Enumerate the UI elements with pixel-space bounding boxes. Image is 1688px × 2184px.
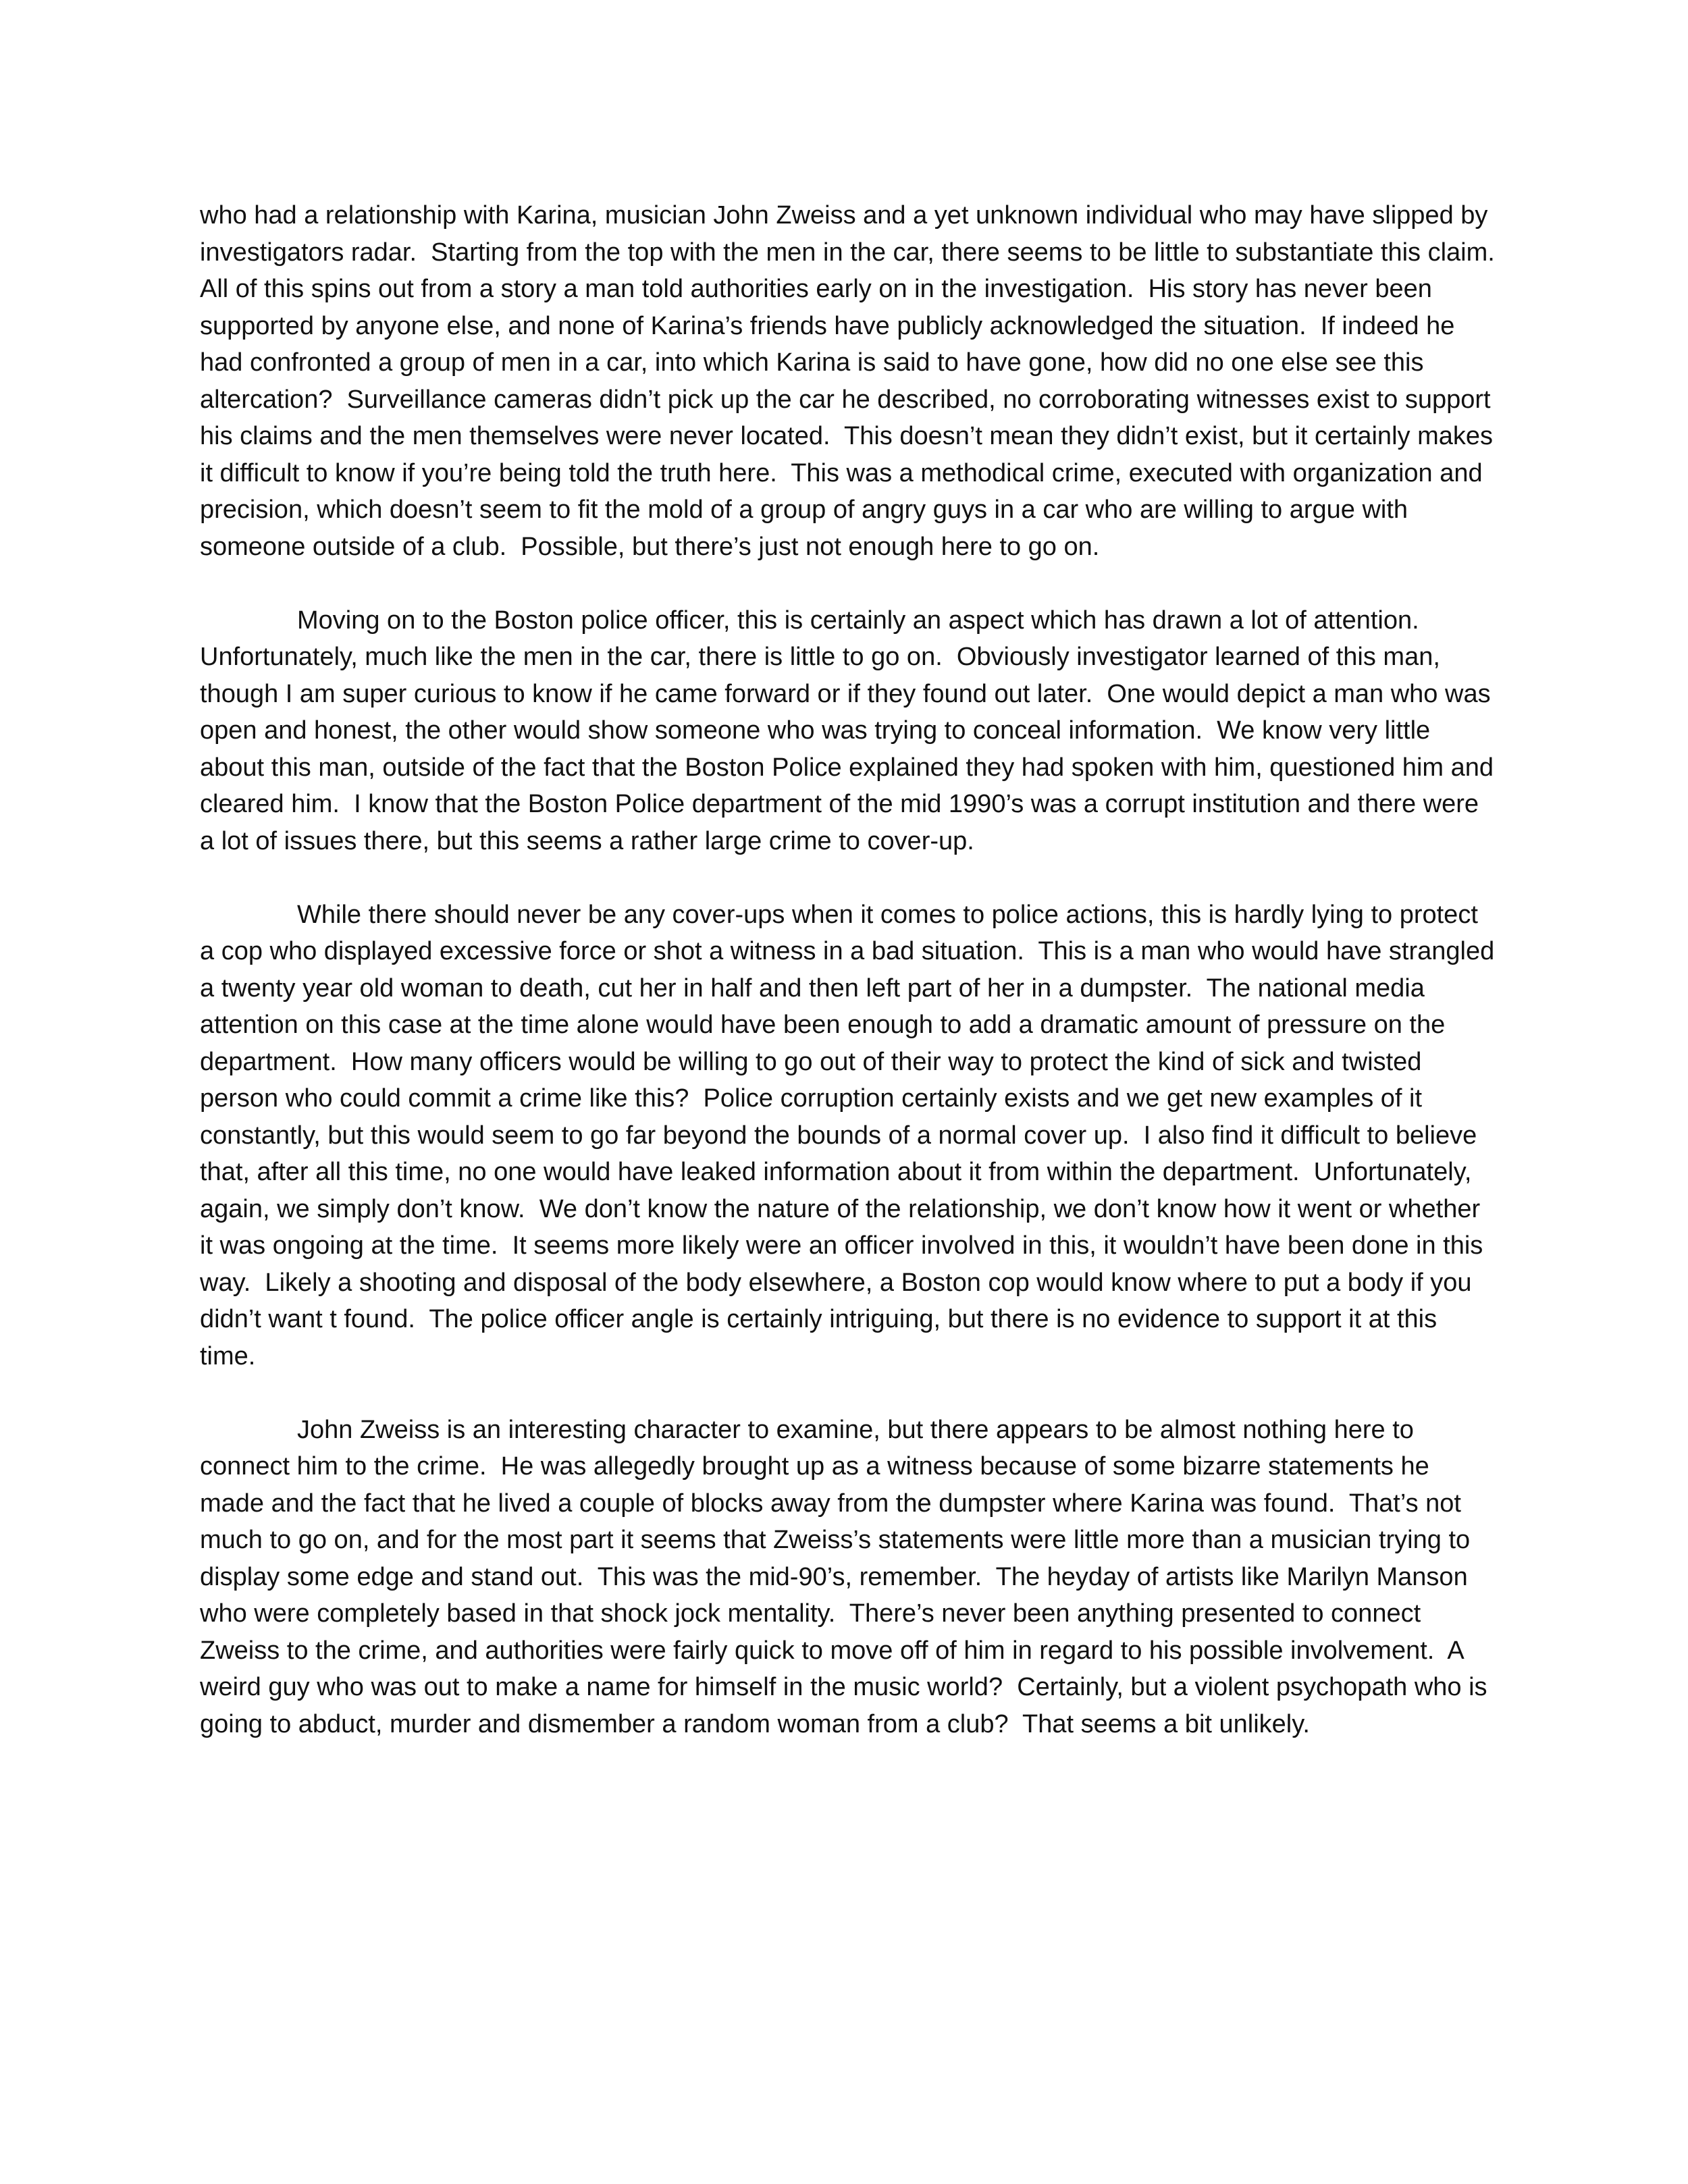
paragraph-john-zweiss: John Zweiss is an interesting character to examine, but there appears to be almost nothing here to connect him to the crime. He was allegedly brought up as a witness because of some bizarre statements he made and the fact that he lived a couple of blocks away from the dumpster where Karina was found. That’s not much to go on, and for the most part it seems that Zweiss’s statements were little more than a musician trying to display some edge and stand out. This was the mid-90’s, remember. The heyday of artists like Marilyn Manson who were completely based in that shock jock mentality. There’s never been anything presented to connect Zweiss to the crime, and authorities were fairly quick to move off of him in regard to his possible involvement. A weird guy who was out to make a name for himself in the music world? Certainly, but a violent psychopath who is going to abduct, murder and dismember a random woman from a club? That seems a bit unlikely.	[200, 1415, 1495, 1738]
paragraph-boston-police-officer: Moving on to the Boston police officer, this is certainly an aspect which has drawn a lot of attention. Unfortunately, much like the men in the car, there is little to go on. Obviously investigator learned of this man, though I am super curious to know if he came forward or if they found out later. One would depict a man who was open and honest, the other would show someone who was trying to conceal information. We know very little about this man, outside of the fact that the Boston Police explained they had spoken with him, questioned him and cleared him. I know that the Boston Police department of the mid 1990’s was a corrupt institution and there were a lot of issues there, but this seems a rather large crime to cover-up.	[200, 606, 1501, 855]
paragraph-continued: who had a relationship with Karina, musician John Zweiss and a yet unknown individual who may have slipped by investigators radar. Starting from the top with the men in the car, there seems to be little to substantiate this claim. All of this spins out from a story a man told authorities early on in the investigation. His story has never been supported by anyone else, and none of Karina’s friends have publicly acknowledged the situation. If indeed he had confronted a group of men in a car, into which Karina is said to have gone, how did no one else see this altercation? Surveillance cameras didn’t pick up the car he described, no corroborating witnesses exist to support his claims and the men themselves were never located. This doesn’t mean they didn’t exist, but it certainly makes it difficult to know if you’re being told the truth here. This was a methodical crime, executed with organization and precision, which doesn’t seem to fit the mold of a group of angry guys in a car who are willing to argue with someone outside of a club. Possible, but there’s just not enough here to go on.	[200, 201, 1508, 561]
paragraph-police-cover-up: While there should never be any cover-ups when it comes to police actions, this is hardly lying to protect a cop who displayed excessive force or shot a witness in a bad situation. This is a man who would have strangled a twenty year old woman to death, cut her in half and then left part of her in a dumpster. The national media attention on this case at the time alone would have been enough to add a dramatic amount of pressure on the department. How many officers would be willing to go out of their way to protect the kind of sick and twisted person who could commit a crime like this? Police corruption certainly exists and we get new examples of it constantly, but this would seem to go far beyond the bounds of a normal cover up. I also find it difficult to believe that, after all this time, no one would have leaked information about it from within the department. Unfortunately, again, we simply don’t know. We don’t know the nature of the relationship, we don’t know how it went or whether it was ongoing at the time. It seems more likely were an officer involved in this, it wouldn’t have been done in this way. Likely a shooting and disposal of the body elsewhere, a Boston cop would know where to put a body if you didn’t want t found. The police officer angle is certainly intriguing, but there is no evidence to support it at this time.	[200, 900, 1502, 1370]
document-body	[200, 197, 1508, 1742]
